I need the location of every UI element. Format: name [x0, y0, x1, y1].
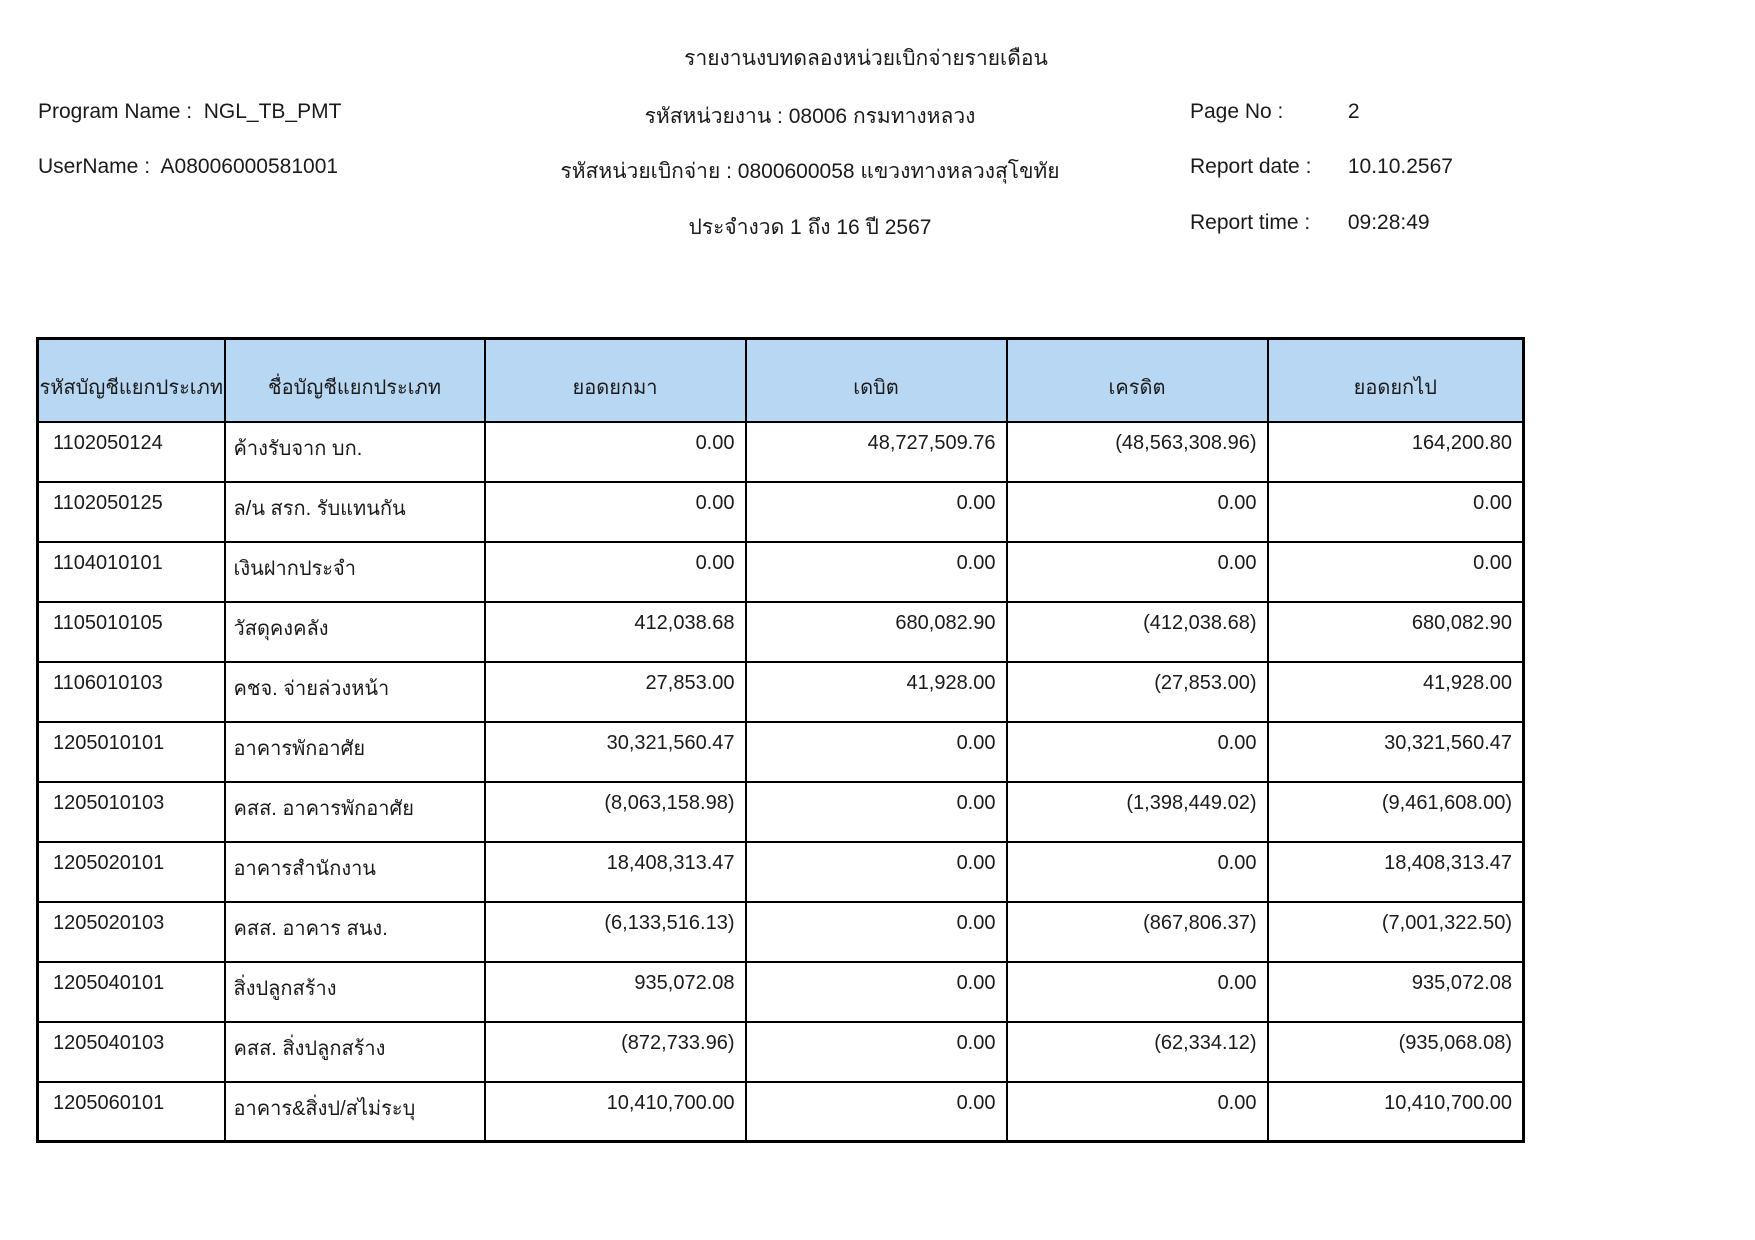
user-name-label: UserName :: [38, 155, 151, 178]
debit-cell: 0.00: [746, 1082, 1007, 1142]
period-line: ประจำงวด 1 ถึง 16 ปี 2567: [688, 216, 932, 239]
debit-cell: 0.00: [746, 1022, 1007, 1082]
user-name-line: [38, 155, 338, 179]
report-date-line: [1190, 155, 1453, 179]
account-name-cell: เงินฝากประจำ: [225, 542, 485, 602]
account-code-cell: 1104010101: [38, 542, 225, 602]
credit-cell: 0.00: [1007, 542, 1268, 602]
debit-cell: 41,928.00: [746, 662, 1007, 722]
balance-cf-cell: 41,928.00: [1268, 662, 1524, 722]
balance-cf-cell: 0.00: [1268, 542, 1524, 602]
balance-bf-cell: 30,321,560.47: [485, 722, 746, 782]
credit-cell: 0.00: [1007, 482, 1268, 542]
table-row: [38, 782, 1524, 842]
column-header-balance-cf: ยอดยกไป: [1268, 339, 1524, 422]
report-time-label: Report time :: [1190, 211, 1311, 234]
report-time-value: 09:28:49: [1347, 211, 1430, 234]
balance-cf-cell: 0.00: [1268, 482, 1524, 542]
balance-bf-cell: (8,063,158.98): [485, 782, 746, 842]
table-row: [38, 662, 1524, 722]
account-name-cell: อาคารสำนักงาน: [225, 842, 485, 902]
trial-balance-table: [36, 337, 1525, 1143]
column-header-debit: เดบิต: [746, 339, 1007, 422]
report-title: รายงานงบทดลองหน่วยเบิกจ่ายรายเดือน: [684, 47, 1048, 70]
debit-cell: 0.00: [746, 842, 1007, 902]
balance-bf-cell: (872,733.96): [485, 1022, 746, 1082]
table-row: [38, 842, 1524, 902]
credit-cell: 0.00: [1007, 962, 1268, 1022]
debit-cell: 680,082.90: [746, 602, 1007, 662]
account-name-cell: ล/น สรก. รับแทนกัน: [225, 482, 485, 542]
account-code-cell: 1105010105: [38, 602, 225, 662]
page-no-line: [1190, 100, 1360, 124]
account-name-cell: ค้างรับจาก บก.: [225, 422, 485, 482]
balance-bf-cell: 0.00: [485, 542, 746, 602]
debit-cell: 0.00: [746, 902, 1007, 962]
table-row: [38, 602, 1524, 662]
balance-cf-cell: (7,001,322.50): [1268, 902, 1524, 962]
debit-cell: 0.00: [746, 542, 1007, 602]
table-row: [38, 1022, 1524, 1082]
program-name-line: [38, 100, 341, 124]
balance-cf-cell: 935,072.08: [1268, 962, 1524, 1022]
credit-cell: (1,398,449.02): [1007, 782, 1268, 842]
balance-bf-cell: (6,133,516.13): [485, 902, 746, 962]
table-row: [38, 1082, 1524, 1142]
program-name-value: NGL_TB_PMT: [203, 100, 342, 123]
credit-cell: 0.00: [1007, 722, 1268, 782]
account-code-cell: 1205020101: [38, 842, 225, 902]
credit-cell: 0.00: [1007, 842, 1268, 902]
account-code-cell: 1205040101: [38, 962, 225, 1022]
page-no-label: Page No :: [1190, 100, 1284, 123]
table-row: [38, 722, 1524, 782]
debit-cell: 0.00: [746, 962, 1007, 1022]
balance-bf-cell: 412,038.68: [485, 602, 746, 662]
credit-cell: (867,806.37): [1007, 902, 1268, 962]
balance-bf-cell: 935,072.08: [485, 962, 746, 1022]
account-name-cell: คสส. อาคาร สนง.: [225, 902, 485, 962]
column-header-account-name: ชื่อบัญชีแยกประเภท: [225, 339, 485, 422]
debit-cell: 0.00: [746, 782, 1007, 842]
balance-bf-cell: 0.00: [485, 482, 746, 542]
account-code-cell: 1102050124: [38, 422, 225, 482]
account-code-cell: 1102050125: [38, 482, 225, 542]
account-code-cell: 1205020103: [38, 902, 225, 962]
table-row: [38, 962, 1524, 1022]
balance-cf-cell: (935,068.08): [1268, 1022, 1524, 1082]
account-code-cell: 1205040103: [38, 1022, 225, 1082]
balance-bf-cell: 10,410,700.00: [485, 1082, 746, 1142]
column-header-balance-bf: ยอดยกมา: [485, 339, 746, 422]
balance-bf-cell: 18,408,313.47: [485, 842, 746, 902]
balance-bf-cell: 0.00: [485, 422, 746, 482]
credit-cell: (27,853.00): [1007, 662, 1268, 722]
balance-cf-cell: (9,461,608.00): [1268, 782, 1524, 842]
account-name-cell: สิ่งปลูกสร้าง: [225, 962, 485, 1022]
page-no-value: 2: [1347, 100, 1360, 123]
debit-cell: 0.00: [746, 482, 1007, 542]
agency-code-line: รหัสหน่วยงาน : 08006 กรมทางหลวง: [644, 105, 976, 128]
program-name-label: Program Name :: [38, 100, 193, 123]
balance-cf-cell: 30,321,560.47: [1268, 722, 1524, 782]
balance-cf-cell: 680,082.90: [1268, 602, 1524, 662]
balance-cf-cell: 18,408,313.47: [1268, 842, 1524, 902]
account-code-cell: 1106010103: [38, 662, 225, 722]
account-code-cell: 1205010103: [38, 782, 225, 842]
column-header-account-code: รหัสบัญชีแยกประเภท: [38, 339, 225, 422]
table-row: [38, 902, 1524, 962]
column-header-credit: เครดิต: [1007, 339, 1268, 422]
report-date-label: Report date :: [1190, 155, 1312, 178]
disbursement-unit-line: รหัสหน่วยเบิกจ่าย : 0800600058 แขวงทางหลวงสุโขทัย: [560, 160, 1060, 183]
balance-bf-cell: 27,853.00: [485, 662, 746, 722]
balance-cf-cell: 10,410,700.00: [1268, 1082, 1524, 1142]
account-name-cell: คชจ. จ่ายล่วงหน้า: [225, 662, 485, 722]
account-code-cell: 1205010101: [38, 722, 225, 782]
account-name-cell: วัสดุคงคลัง: [225, 602, 485, 662]
account-name-cell: คสส. สิ่งปลูกสร้าง: [225, 1022, 485, 1082]
account-code-cell: 1205060101: [38, 1082, 225, 1142]
report-date-value: 10.10.2567: [1347, 155, 1453, 178]
account-name-cell: คสส. อาคารพักอาศัย: [225, 782, 485, 842]
report-time-line: [1190, 211, 1430, 235]
user-name-value: A08006000581001: [160, 155, 339, 178]
table-row: [38, 422, 1524, 482]
account-name-cell: อาคารพักอาศัย: [225, 722, 485, 782]
credit-cell: (62,334.12): [1007, 1022, 1268, 1082]
credit-cell: (48,563,308.96): [1007, 422, 1268, 482]
table-row: [38, 542, 1524, 602]
account-name-cell: อาคาร&สิ่งป/สไม่ระบุ: [225, 1082, 485, 1142]
debit-cell: 0.00: [746, 722, 1007, 782]
table-header-row: [38, 339, 1524, 422]
balance-cf-cell: 164,200.80: [1268, 422, 1524, 482]
debit-cell: 48,727,509.76: [746, 422, 1007, 482]
credit-cell: (412,038.68): [1007, 602, 1268, 662]
account-table-body: [38, 422, 1524, 1142]
credit-cell: 0.00: [1007, 1082, 1268, 1142]
table-row: [38, 482, 1524, 542]
